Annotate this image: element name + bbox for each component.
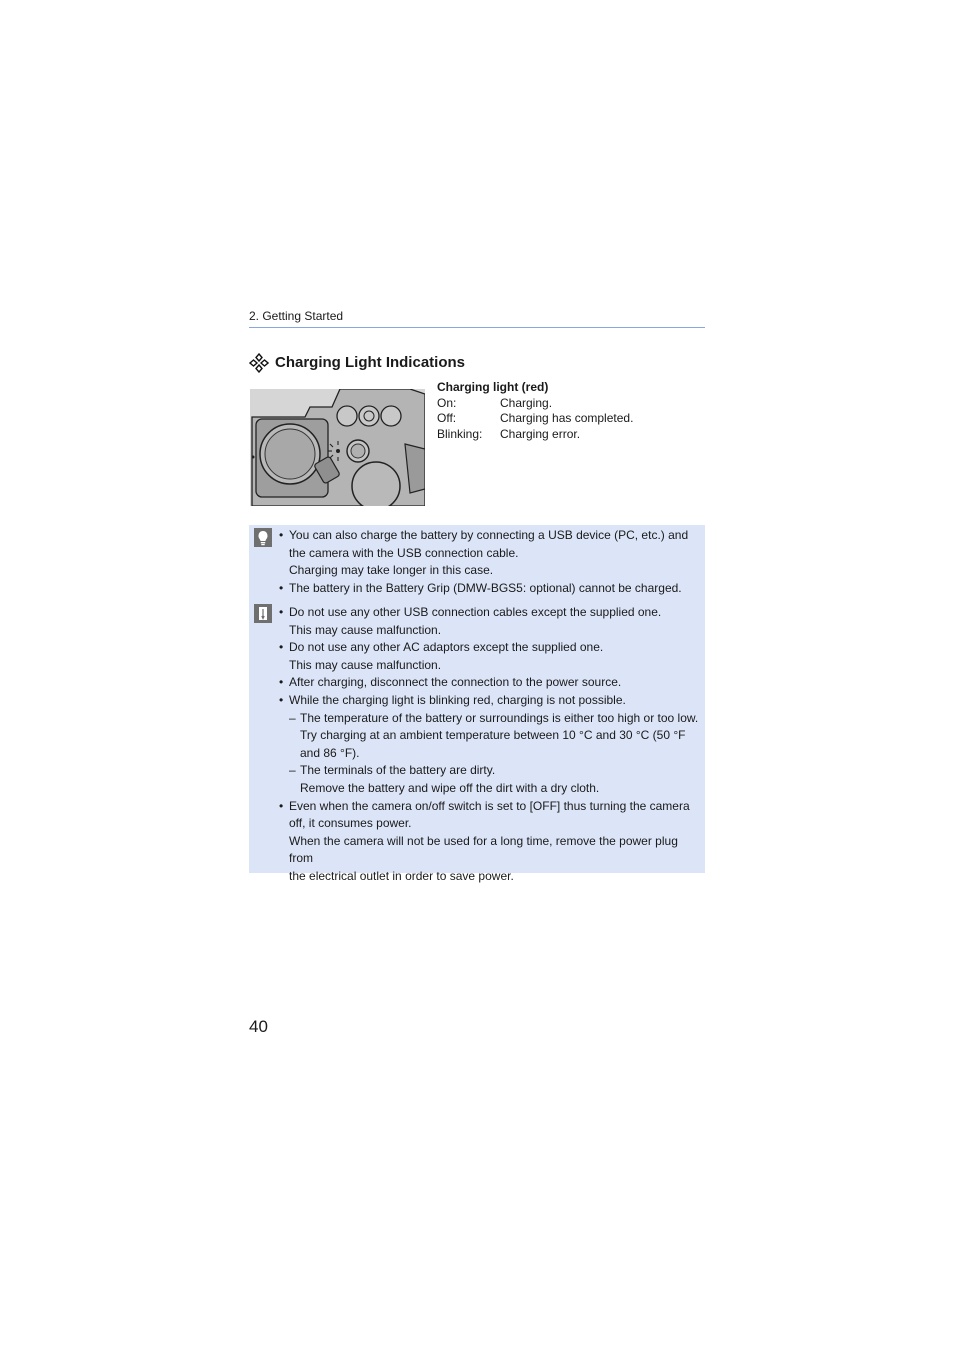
camera-top-illustration: [250, 389, 425, 506]
info-row-on: [437, 396, 633, 412]
tips-list: [279, 527, 699, 597]
notes-box: [249, 525, 705, 883]
info-value: Charging error.: [500, 427, 581, 442]
list-item-continuation: This may cause malfunction.: [289, 657, 442, 672]
list-item: • You can also charge the battery by connecting a USB device (PC, etc.) and: [279, 527, 699, 545]
lightbulb-icon: [254, 528, 272, 547]
pencil-memo-icon: [254, 604, 272, 623]
charging-light-heading: Charging light (red): [437, 380, 549, 394]
info-key: On:: [437, 395, 457, 410]
notes-list: [279, 604, 699, 886]
info-key: Off:: [437, 411, 457, 426]
info-key: Blinking:: [437, 427, 483, 442]
list-item: • Even when the camera on/off switch is set to [OFF] thus turning the camera: [279, 798, 699, 816]
four-diamonds-icon: [249, 353, 269, 373]
page-number: 40: [249, 1017, 268, 1036]
list-item: • While the charging light is blinking red, charging is not possible.: [279, 692, 699, 710]
info-row-off: [437, 411, 633, 427]
sub-list-continuation: Try charging at an ambient temperature between 10 °C and 30 °C (50 °F: [300, 728, 686, 743]
charging-light-info: [437, 380, 633, 443]
sub-list-item: – The terminals of the battery are dirty.: [279, 762, 699, 780]
list-item-continuation: Charging may take longer in this case.: [289, 563, 494, 578]
list-item: • Do not use any other USB connection cables except the supplied one.: [279, 604, 699, 622]
breadcrumb: 2. Getting Started: [249, 309, 705, 328]
info-value: Charging has completed.: [500, 411, 634, 426]
list-item: • After charging, disconnect the connection to the power source.: [279, 674, 699, 692]
info-value: Charging.: [500, 395, 553, 410]
list-item-continuation: the camera with the USB connection cable.: [289, 545, 519, 560]
list-item: • The battery in the Battery Grip (DMW-BGS5: optional) cannot be charged.: [279, 580, 699, 598]
sub-list-continuation: Remove the battery and wipe off the dirt with a dry cloth.: [300, 780, 600, 795]
info-row-blinking: [437, 427, 633, 443]
list-item-continuation: off, it consumes power.: [289, 816, 412, 831]
list-item: • Do not use any other AC adaptors except the supplied one.: [279, 639, 699, 657]
list-item-continuation: This may cause malfunction.: [289, 622, 442, 637]
list-item-continuation: When the camera will not be used for a long time, remove the power plug from: [289, 833, 678, 866]
section-heading: [249, 353, 465, 373]
sub-list-item: – The temperature of the battery or surroundings is either too high or too low.: [279, 710, 699, 728]
sub-list-continuation: and 86 °F).: [300, 745, 360, 760]
section-title: Charging Light Indications: [275, 354, 465, 371]
list-item-continuation: the electrical outlet in order to save power.: [289, 868, 514, 883]
